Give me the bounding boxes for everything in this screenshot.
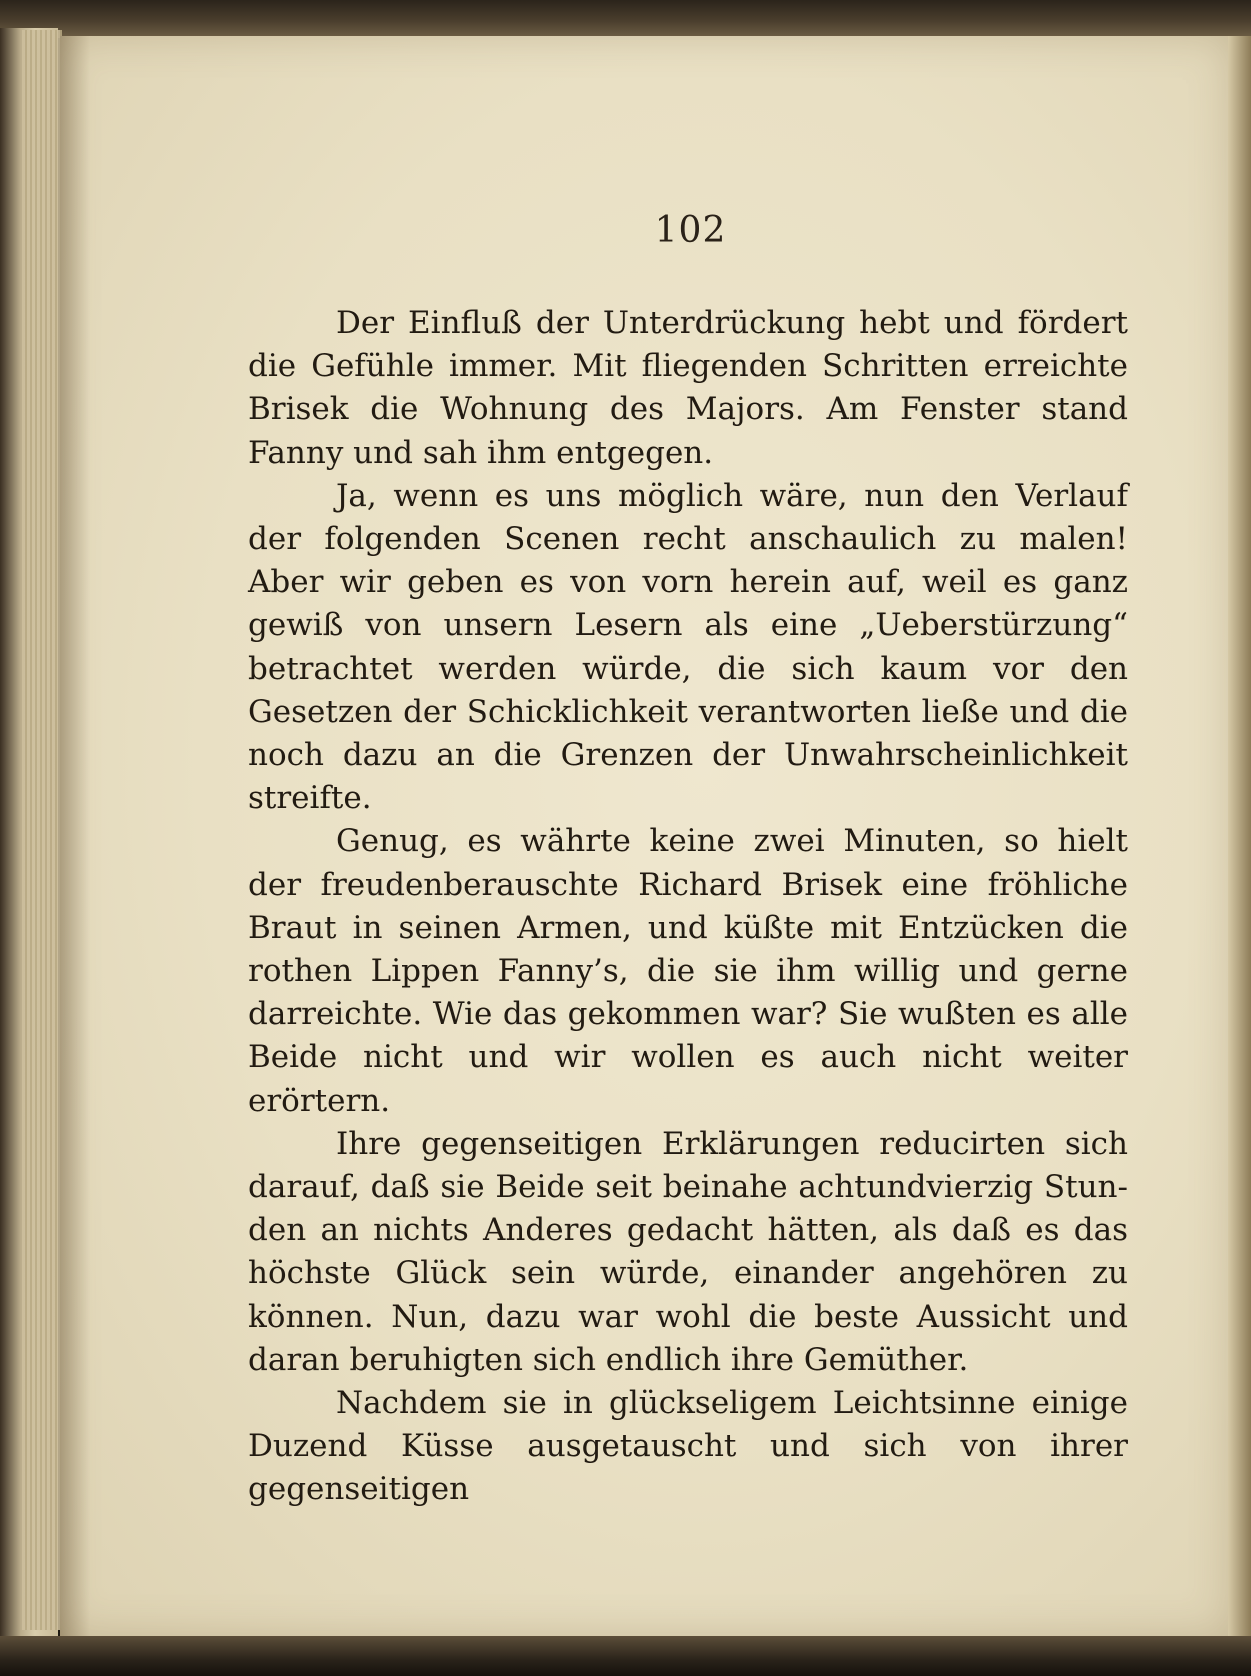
paragraph-5: Nachdem sie in glückseligem Leichtsinne einige Duzend Küsse ausgetauscht und sich von ihrer gegenseitigen	[248, 1385, 1128, 1508]
page-number: 102	[654, 210, 727, 251]
body-text	[248, 302, 1128, 1512]
paragraph-2: Ja, wenn es uns möglich wäre, nun den Verlauf der folgenden Scenen recht anschaulich zu malen! Aber wir geben es von vorn herein auf, weil es ganz gewiß von unsern Lesern als eine „Ueberstürzung“ betrachtet werden würde, die sich kaum vor den Gesetzen der Schicklichkeit verantworten ließe und die noch dazu an die Grenzen der Unwahrscheinlichkeit streifte.	[248, 477, 1128, 817]
paragraph-1: Der Einfluß der Unterdrückung hebt und fördert die Gefühle immer. Mit fliegenden Schritten erreichte Brisek die Wohnung des Majors. Am Fenster stand Fanny und sah ihm entgegen.	[248, 305, 1128, 471]
page-edges	[22, 30, 62, 1630]
paragraph-3: Genug, es währte keine zwei Minuten, so hielt der freudenberauschte Richard Brisek eine fröhliche Braut in seinen Armen, und küßte mit Entzücken die rothen Lippen Fanny’s, die sie ihm willig und gerne darreichte. Wie das gekommen war? Sie wußten es alle Beide nicht und wir wollen es auch nicht weiter erörtern.	[248, 823, 1128, 1119]
right-page-edge	[1228, 36, 1251, 1646]
paragraph-4: Ihre gegenseitigen Erklärungen reducirten sich darauf, daß sie Beide seit beinahe achtundvierzig Stunden an nichts Anderes gedacht hätten, als daß es das höchste Glück sein würde, einander angehören zu können. Nun, dazu war wohl die beste Aussicht und daran beruhigten sich endlich ihre Gemüther.	[248, 1125, 1128, 1378]
top-binding-edge	[0, 0, 1251, 38]
bottom-binding-edge	[0, 1636, 1251, 1676]
gutter-shadow	[60, 36, 90, 1636]
